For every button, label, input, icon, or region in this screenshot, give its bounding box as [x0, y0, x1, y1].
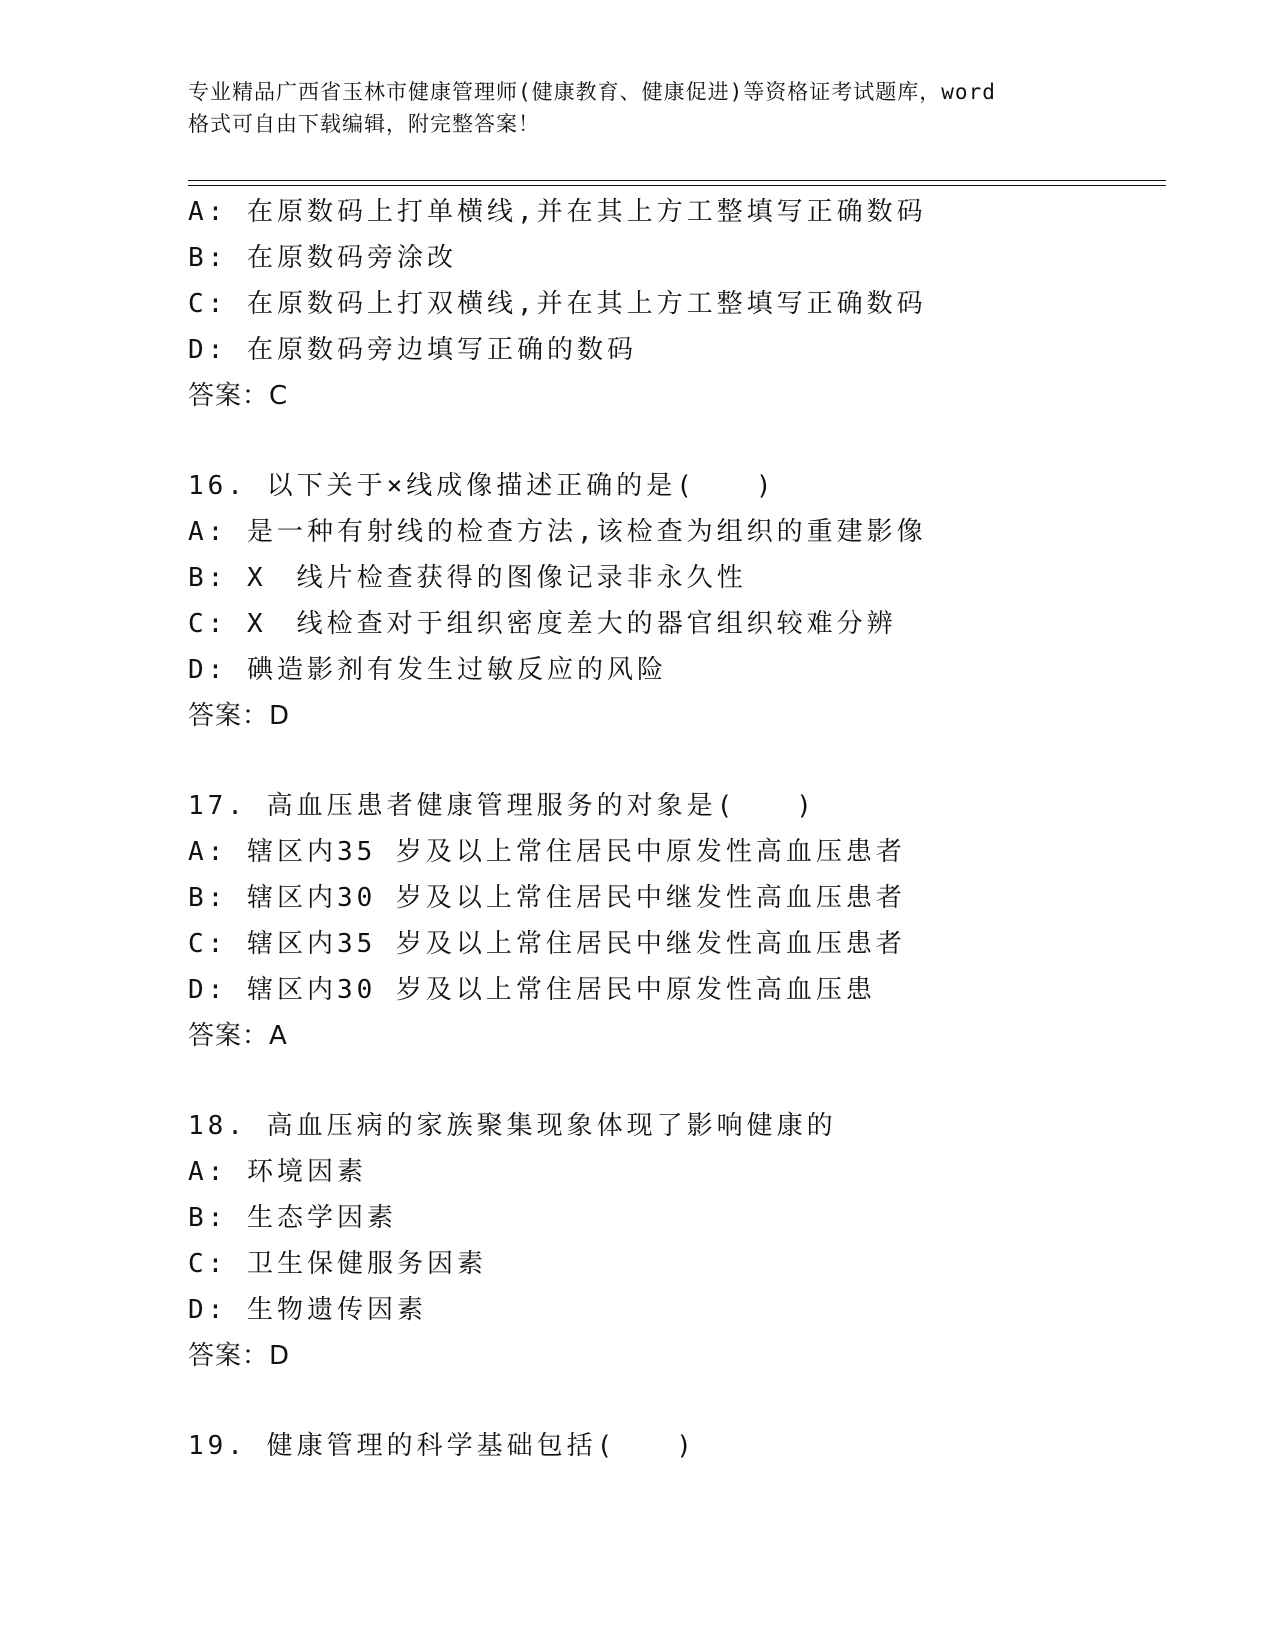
option-b: B: 辖区内30 岁及以上常住居民中继发性高血压患者 [188, 883, 906, 913]
option-b: B: 在原数码旁涂改 [188, 243, 457, 273]
option-d: D: 在原数码旁边填写正确的数码 [188, 335, 637, 365]
question-block-16 [188, 463, 1148, 739]
option-a: A: 环境因素 [188, 1157, 367, 1187]
option-d: D: 生物遗传因素 [188, 1295, 427, 1325]
option-a: A: 辖区内35 岁及以上常住居民中原发性高血压患者 [188, 837, 906, 867]
option-b: B: X 线片检查获得的图像记录非永久性 [188, 563, 747, 593]
question-block-18 [188, 1103, 1148, 1379]
option-d: D: 碘造影剂有发生过敏反应的风险 [188, 655, 667, 685]
option-c: C: 卫生保健服务因素 [188, 1249, 487, 1279]
spacer [188, 1379, 1148, 1423]
question-stem: 19. 健康管理的科学基础包括( ) [188, 1431, 696, 1461]
question-stem: 16. 以下关于×线成像描述正确的是( ) [188, 471, 776, 501]
question-stem: 17. 高血压患者健康管理服务的对象是( ) [188, 791, 816, 821]
answer-line: 答案：A [188, 1021, 288, 1051]
option-c: C: 辖区内35 岁及以上常住居民中继发性高血压患者 [188, 929, 906, 959]
option-d: D: 辖区内30 岁及以上常住居民中原发性高血压患 [188, 975, 876, 1005]
option-a: A: 是一种有射线的检查方法,该检查为组织的重建影像 [188, 517, 927, 547]
question-stem: 18. 高血压病的家族聚集现象体现了影响健康的 [188, 1111, 837, 1141]
header-line-2: 格式可自由下载编辑，附完整答案！ [188, 112, 540, 136]
spacer [188, 739, 1148, 783]
spacer [188, 1059, 1148, 1103]
spacer [188, 419, 1148, 463]
option-b: B: 生态学因素 [188, 1203, 397, 1233]
answer-line: 答案：C [188, 381, 289, 411]
header-line-1: 专业精品广西省玉林市健康管理师(健康教育、健康促进)等资格证考试题库，word [188, 80, 996, 104]
question-block-15 [188, 189, 1148, 419]
option-a: A: 在原数码上打单横线,并在其上方工整填写正确数码 [188, 197, 927, 227]
question-block-17 [188, 783, 1148, 1059]
header-divider-bottom [188, 185, 1166, 186]
option-c: C: X 线检查对于组织密度差大的器官组织较难分辨 [188, 609, 897, 639]
answer-line: 答案：D [188, 1341, 291, 1371]
header-divider-top [188, 180, 1166, 181]
question-block-19 [188, 1423, 1148, 1469]
answer-line: 答案：D [188, 701, 291, 731]
option-c: C: 在原数码上打双横线,并在其上方工整填写正确数码 [188, 289, 927, 319]
document-header [188, 76, 1108, 140]
question-list [188, 189, 1148, 1469]
